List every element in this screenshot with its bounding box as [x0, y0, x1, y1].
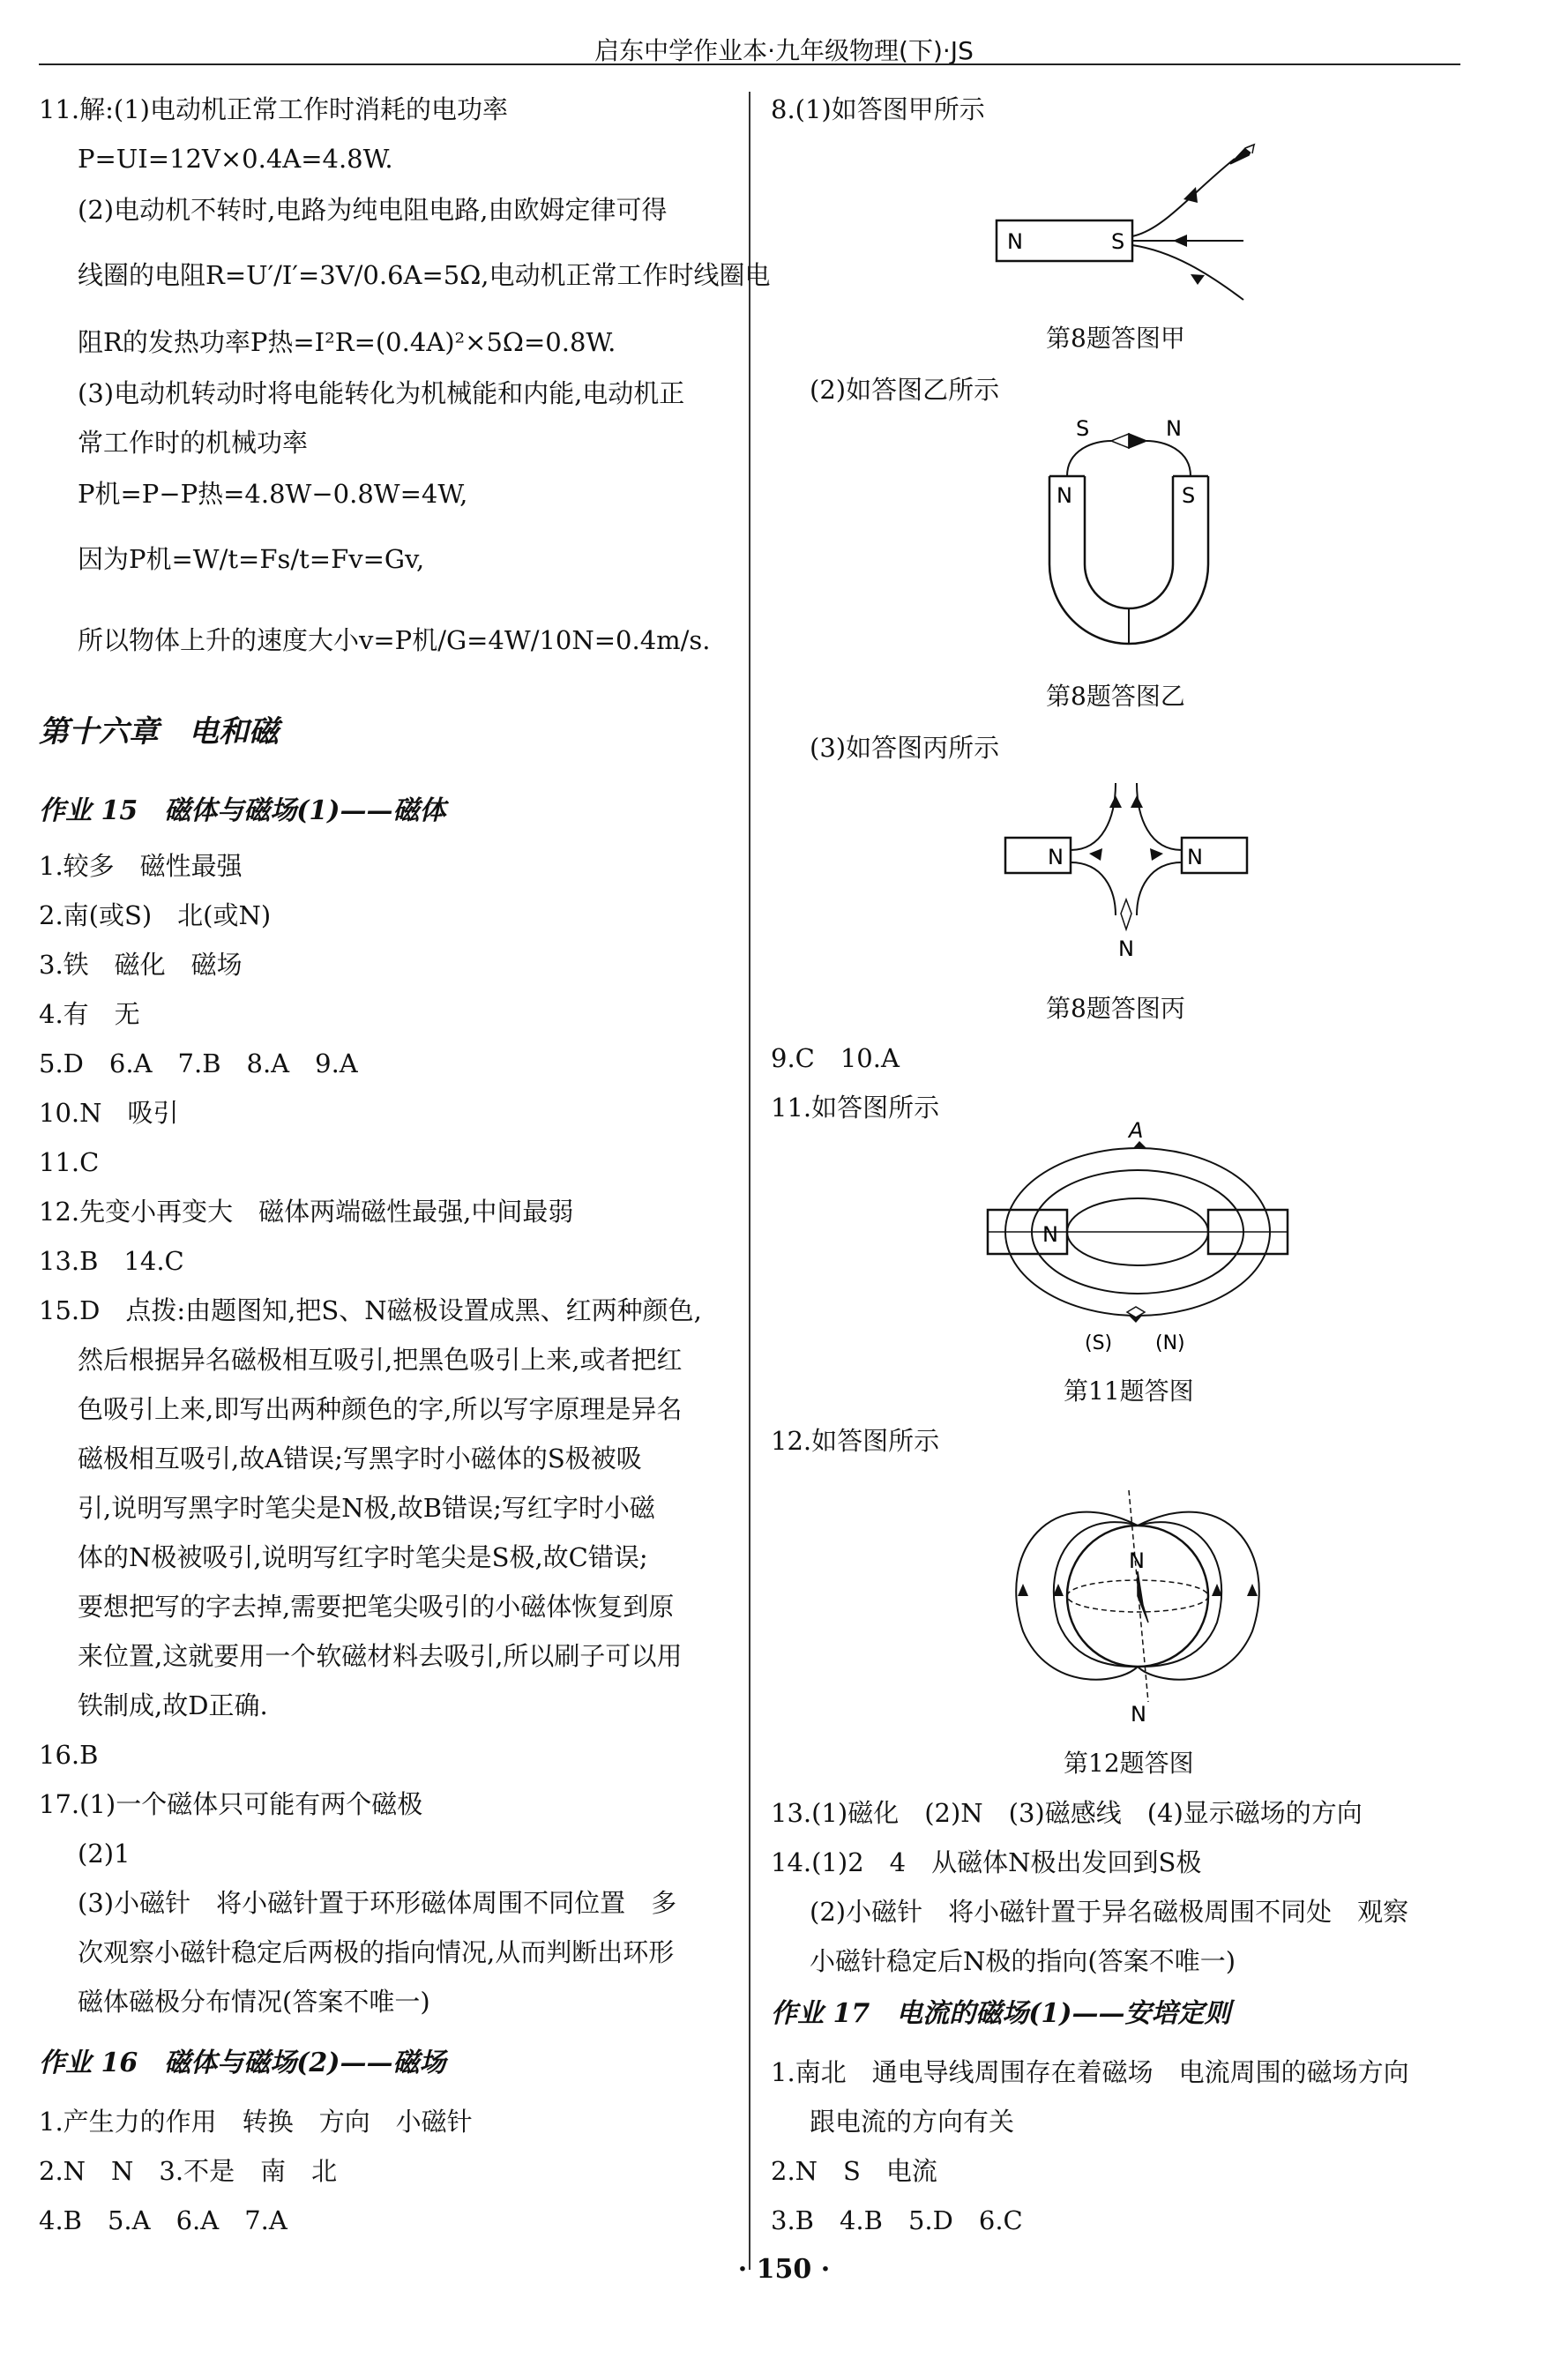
hw15-line-9: 15.D 点拨:由题图知,把S、N磁极设置成黑、红两种颜色, — [39, 1295, 702, 1325]
hw15-line-15: 要想把写的字去掉,需要把笔尖吸引的小磁体恢复到原 — [78, 1592, 675, 1622]
q11-line-1: P=UI=12V×0.4A=4.8W. — [78, 144, 393, 174]
hw17-line-3: 3.B 4.B 5.D 6.C — [771, 2205, 1023, 2235]
bing-line-bottom-left — [1071, 862, 1116, 915]
page-header: 启东中学作业本·九年级物理(下)·JS — [594, 36, 974, 65]
hw15-line-1: 2.南(或S) 北(或N) — [39, 900, 272, 930]
q11-right: 11.如答图所示 — [771, 1093, 940, 1123]
chapter-title: 第十六章 电和磁 — [39, 714, 279, 750]
fig11-n-label: N — [1042, 1222, 1058, 1247]
bing-arrow-ml — [1089, 848, 1102, 861]
q11-line-7: P机=P−P热=4.8W−0.8W=4W, — [78, 479, 468, 509]
field-line-upper — [1132, 159, 1235, 236]
header-rule — [39, 63, 1460, 65]
hw15-line-6: 11.C — [39, 1147, 100, 1177]
hw17-line-1: 跟电流的方向有关 — [810, 2107, 1015, 2137]
hw15-line-14: 体的N极被吸引,说明写红字时笔尖是S极,故C错误; — [78, 1542, 648, 1572]
hw15-line-19: 17.(1)一个磁体只可能有两个磁极 — [39, 1789, 423, 1819]
u-field-line-left — [1067, 441, 1111, 476]
hw15-line-4: 5.D 6.A 7.B 8.A 9.A — [39, 1048, 358, 1078]
hw17-title: 作业 17 电流的磁场(1)——安培定则 — [771, 1998, 1231, 2029]
bing-compass-needle — [1121, 899, 1131, 929]
hw16-title: 作业 16 磁体与磁场(2)——磁场 — [39, 2048, 446, 2078]
column-divider — [749, 92, 750, 2270]
caption-fig-8-bing: 第8题答图丙 — [1046, 994, 1185, 1023]
pole-label-n: N — [1007, 229, 1023, 254]
q11-line-2: (2)电动机不转时,电路为纯电阻电路,由欧姆定律可得 — [78, 195, 668, 225]
hw17-line-0: 1.南北 通电导线周围存在着磁场 电流周围的磁场方向 — [771, 2057, 1409, 2087]
q14-line-0: 14.(1)2 4 从磁体N极出发回到S极 — [771, 1847, 1202, 1877]
q14-line-1: (2)小磁针 将小磁针置于异名磁极周围不同处 观察 — [810, 1897, 1409, 1927]
fig-8-bing — [1005, 783, 1252, 959]
q11-line-6: 常工作时的机械功率 — [78, 428, 309, 458]
arrow-head-upper — [1183, 187, 1198, 203]
q11-line-9: 所以物体上升的速度大小v=P机/G=4W/10N=0.4m/s. — [78, 625, 711, 655]
caption-fig-12: 第12题答图 — [1064, 1749, 1194, 1778]
hw15-line-22: 次观察小磁针稳定后两极的指向情况,从而判断出环形 — [78, 1937, 675, 1967]
fig12-compass-needle — [1138, 1571, 1148, 1623]
hw15-line-21: (3)小磁针 将小磁针置于环形磁体周围不同位置 多 — [78, 1888, 677, 1918]
fig-11 — [988, 1118, 1288, 1358]
bing-needle-label-n: N — [1118, 936, 1134, 961]
hw15-line-12: 磁极相互吸引,故A错误;写黑字时小磁体的S极被吸 — [78, 1444, 642, 1473]
q11-line-0: 11.解:(1)电动机正常工作时消耗的电功率 — [39, 94, 508, 124]
left-magnet-n-label: N — [1048, 845, 1064, 869]
hw15-line-17: 铁制成,故D正确. — [78, 1690, 268, 1720]
q8-part2: (2)如答图乙所示 — [810, 375, 1000, 405]
q8-part1: 8.(1)如答图甲所示 — [771, 94, 985, 124]
q11-line-8: 因为P机=W/t=Fs/t=Fv=Gv, — [78, 544, 425, 574]
bing-arrow-tr — [1131, 795, 1143, 808]
u-field-line-right — [1146, 441, 1191, 476]
caption-fig-8-jia: 第8题答图甲 — [1046, 324, 1185, 353]
fig12-needle-n-label: N — [1129, 1548, 1145, 1573]
hw15-line-11: 色吸引上来,即写出两种颜色的字,所以写字原理是异名 — [78, 1394, 683, 1424]
u-pole-label-right: S — [1182, 483, 1196, 508]
hw17-line-2: 2.N S 电流 — [771, 2156, 937, 2186]
fig11-a-label: A — [1129, 1118, 1144, 1143]
q11-line-3: 线圈的电阻R=U′/I′=3V/0.6A=5Ω,电动机正常工作时线圈电 — [78, 260, 771, 290]
u-needle-label-n: N — [1166, 416, 1182, 441]
fig12-arrow-right-outer — [1247, 1584, 1258, 1596]
q13-line: 13.(1)磁化 (2)N (3)磁感线 (4)显示磁场的方向 — [771, 1798, 1363, 1828]
hw15-line-18: 16.B — [39, 1740, 99, 1770]
bing-line-bottom-right — [1137, 862, 1182, 915]
hw15-line-2: 3.铁 磁化 磁场 — [39, 950, 243, 980]
q8-part3: (3)如答图丙所示 — [810, 733, 1000, 763]
hw16-line-0: 1.产生力的作用 转换 方向 小磁针 — [39, 2107, 473, 2137]
q12-right: 12.如答图所示 — [771, 1426, 940, 1456]
u-needle-label-s: S — [1076, 416, 1090, 441]
hw15-line-16: 来位置,这就要用一个软磁材料去吸引,所以刷子可以用 — [78, 1641, 683, 1671]
hw15-line-0: 1.较多 磁性最强 — [39, 851, 243, 881]
hw15-title: 作业 15 磁体与磁场(1)——磁体 — [39, 795, 446, 826]
fig12-bottom-n-label: N — [1131, 1702, 1146, 1727]
bing-arrow-mr — [1150, 848, 1163, 861]
hw15-line-20: (2)1 — [78, 1839, 131, 1869]
fig11-s-paren-label: (S) — [1085, 1332, 1113, 1354]
fig12-line-left-outer — [1016, 1512, 1138, 1680]
field-line-lower — [1132, 245, 1243, 300]
page-number: · 150 · — [737, 2254, 831, 2285]
hw15-line-5: 10.N 吸引 — [39, 1098, 179, 1128]
bing-line-top-right — [1137, 783, 1182, 850]
hw15-line-13: 引,说明写黑字时笔尖是N极,故B错误;写红字时小磁 — [78, 1493, 655, 1523]
fig12-line-right-outer — [1138, 1512, 1259, 1680]
arrow-head-lower — [1191, 274, 1205, 285]
hw15-line-10: 然后根据异名磁极相互吸引,把黑色吸引上来,或者把红 — [78, 1345, 683, 1375]
bing-arrow-tl — [1109, 795, 1122, 808]
fig-8-jia — [988, 141, 1288, 309]
caption-fig-11: 第11题答图 — [1064, 1376, 1194, 1406]
right-magnet-n-label: N — [1187, 845, 1203, 869]
caption-fig-8-yi: 第8题答图乙 — [1046, 682, 1185, 711]
q11-line-4: 阻R的发热功率P热=I²R=(0.4A)²×5Ω=0.8W. — [78, 327, 616, 357]
hw16-line-1: 2.N N 3.不是 南 北 — [39, 2156, 338, 2186]
hw15-line-7: 12.先变小再变大 磁体两端磁性最强,中间最弱 — [39, 1197, 574, 1227]
u-magnet-inner — [1085, 476, 1173, 608]
hw15-line-23: 磁体磁极分布情况(答案不唯一) — [78, 1987, 430, 2017]
q11-line-5: (3)电动机转动时将电能转化为机械能和内能,电动机正 — [78, 378, 685, 408]
fig11-n-paren-label: (N) — [1155, 1332, 1185, 1354]
q9-q10: 9.C 10.A — [771, 1043, 900, 1073]
u-pole-label-left: N — [1057, 483, 1072, 508]
u-needle-black — [1129, 434, 1146, 448]
bing-line-top-left — [1071, 783, 1116, 850]
hw15-line-3: 4.有 无 — [39, 999, 140, 1029]
fig12-arrow-left-outer — [1018, 1584, 1028, 1596]
arrow-head-middle — [1173, 235, 1187, 247]
fig-8-yi — [1041, 416, 1217, 661]
fig-12 — [997, 1464, 1279, 1728]
hw15-line-8: 13.B 14.C — [39, 1246, 184, 1276]
hw16-line-2: 4.B 5.A 6.A 7.A — [39, 2205, 287, 2235]
u-needle-white — [1111, 434, 1129, 448]
pole-label-s: S — [1111, 229, 1125, 254]
q14-line-2: 小磁针稳定后N极的指向(答案不唯一) — [810, 1946, 1236, 1976]
